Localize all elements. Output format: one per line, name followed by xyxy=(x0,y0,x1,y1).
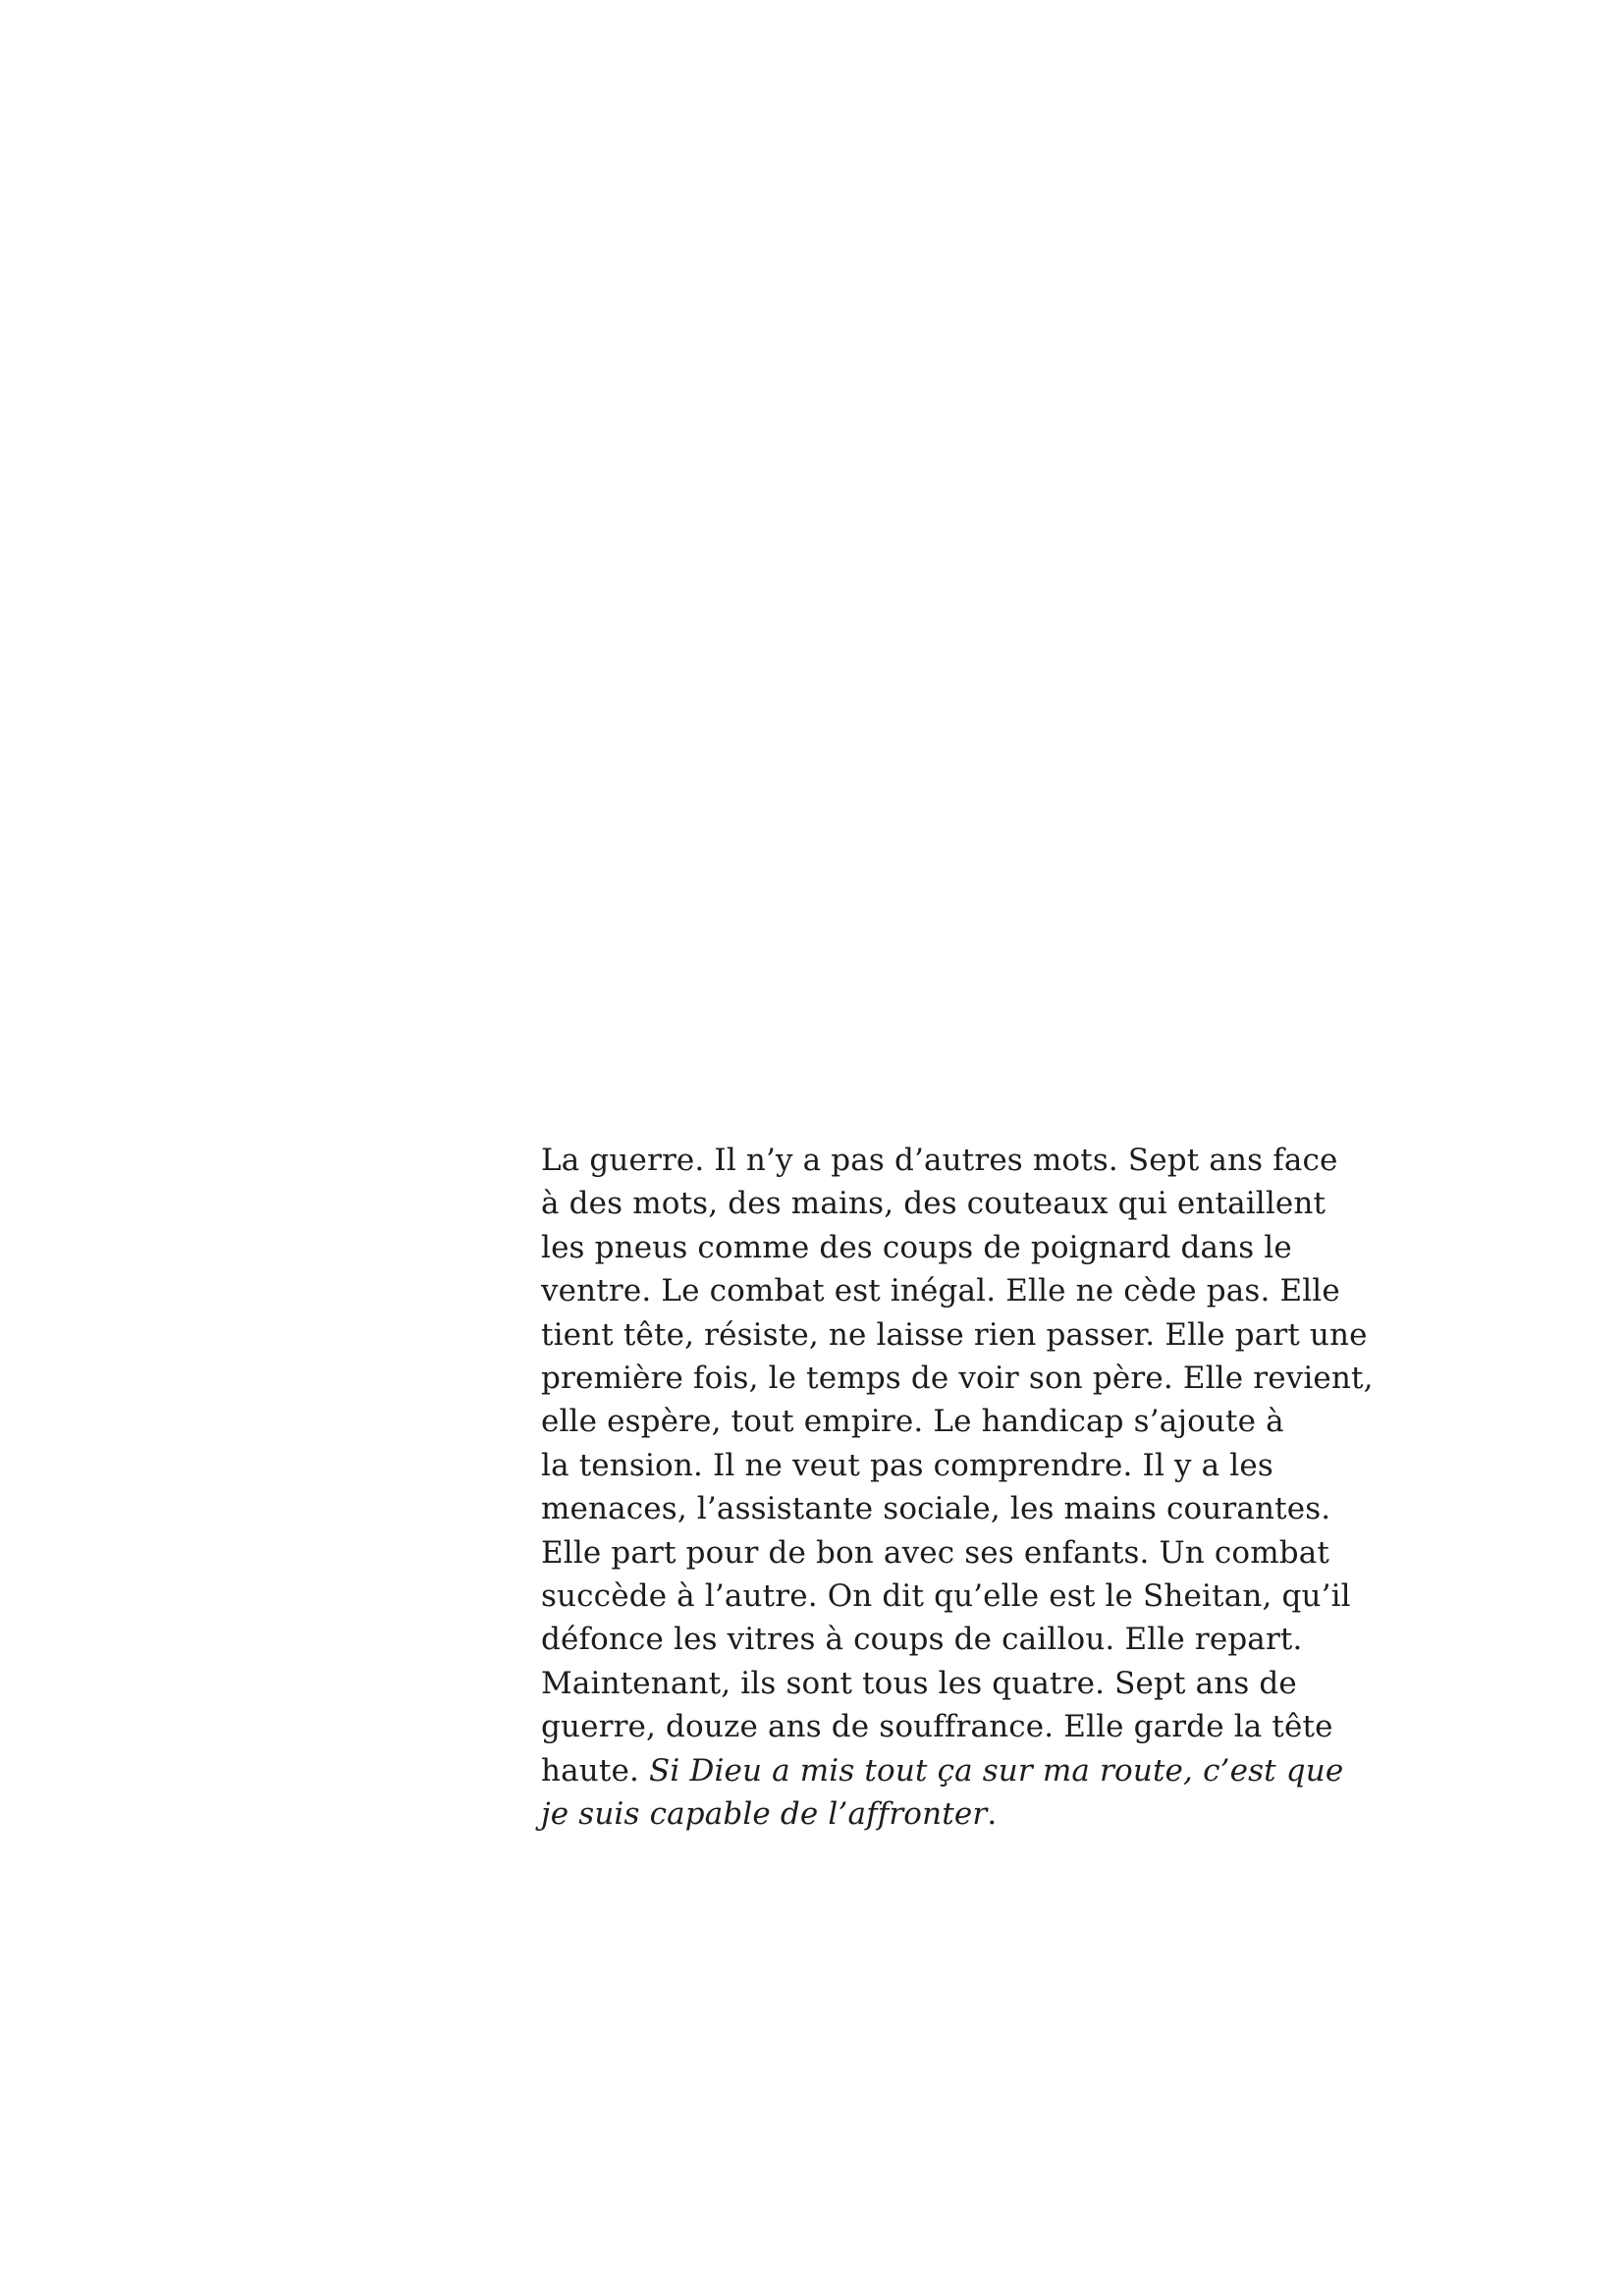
text-line-16 xyxy=(541,1792,1326,1836)
text-line-12: défonce les vitres à coups de caillou. Elle repart. xyxy=(541,1622,1303,1658)
body-paragraph xyxy=(541,1139,1374,1837)
text-line-1: La guerre. Il n’y a pas d’autres mots. Sept ans face xyxy=(541,1143,1338,1178)
text-line-6: première fois, le temps de voir son père. Elle revient, xyxy=(541,1361,1374,1397)
text-line-9: menaces, l’assistante sociale, les mains courantes. xyxy=(541,1491,1331,1527)
quote-italic-end: je suis capable de l’affronter xyxy=(541,1796,988,1833)
text-line-8: la tension. Il ne veut pas comprendre. Il y a les xyxy=(541,1447,1273,1483)
text-line-15-roman: haute. xyxy=(541,1752,649,1789)
text-line-10: Elle part pour de bon avec ses enfants. Un combat xyxy=(541,1534,1330,1571)
text-line-13: Maintenant, ils sont tous les quatre. Sept ans de xyxy=(541,1665,1297,1701)
text-line-14: guerre, douze ans de souffrance. Elle garde la tête xyxy=(541,1709,1333,1745)
text-line-3: les pneus comme des coups de poignard dans le xyxy=(541,1229,1292,1265)
quote-italic-start: Si Dieu a mis tout ça sur ma route, c’est que xyxy=(648,1752,1344,1789)
text-line-5: tient tête, résiste, ne laisse rien passer. Elle part une xyxy=(541,1316,1368,1353)
text-line-7: elle espère, tout empire. Le handicap s’ajoute à xyxy=(541,1404,1284,1440)
text-line-15 xyxy=(541,1749,1344,1792)
text-line-4: ventre. Le combat est inégal. Elle ne cède pas. Elle xyxy=(541,1273,1340,1309)
text-line-11: succède à l’autre. On dit qu’elle est le Sheitan, qu’il xyxy=(541,1578,1351,1615)
text-line-2: à des mots, des mains, des couteaux qui entaillent xyxy=(541,1186,1326,1222)
final-period: . xyxy=(987,1796,998,1833)
